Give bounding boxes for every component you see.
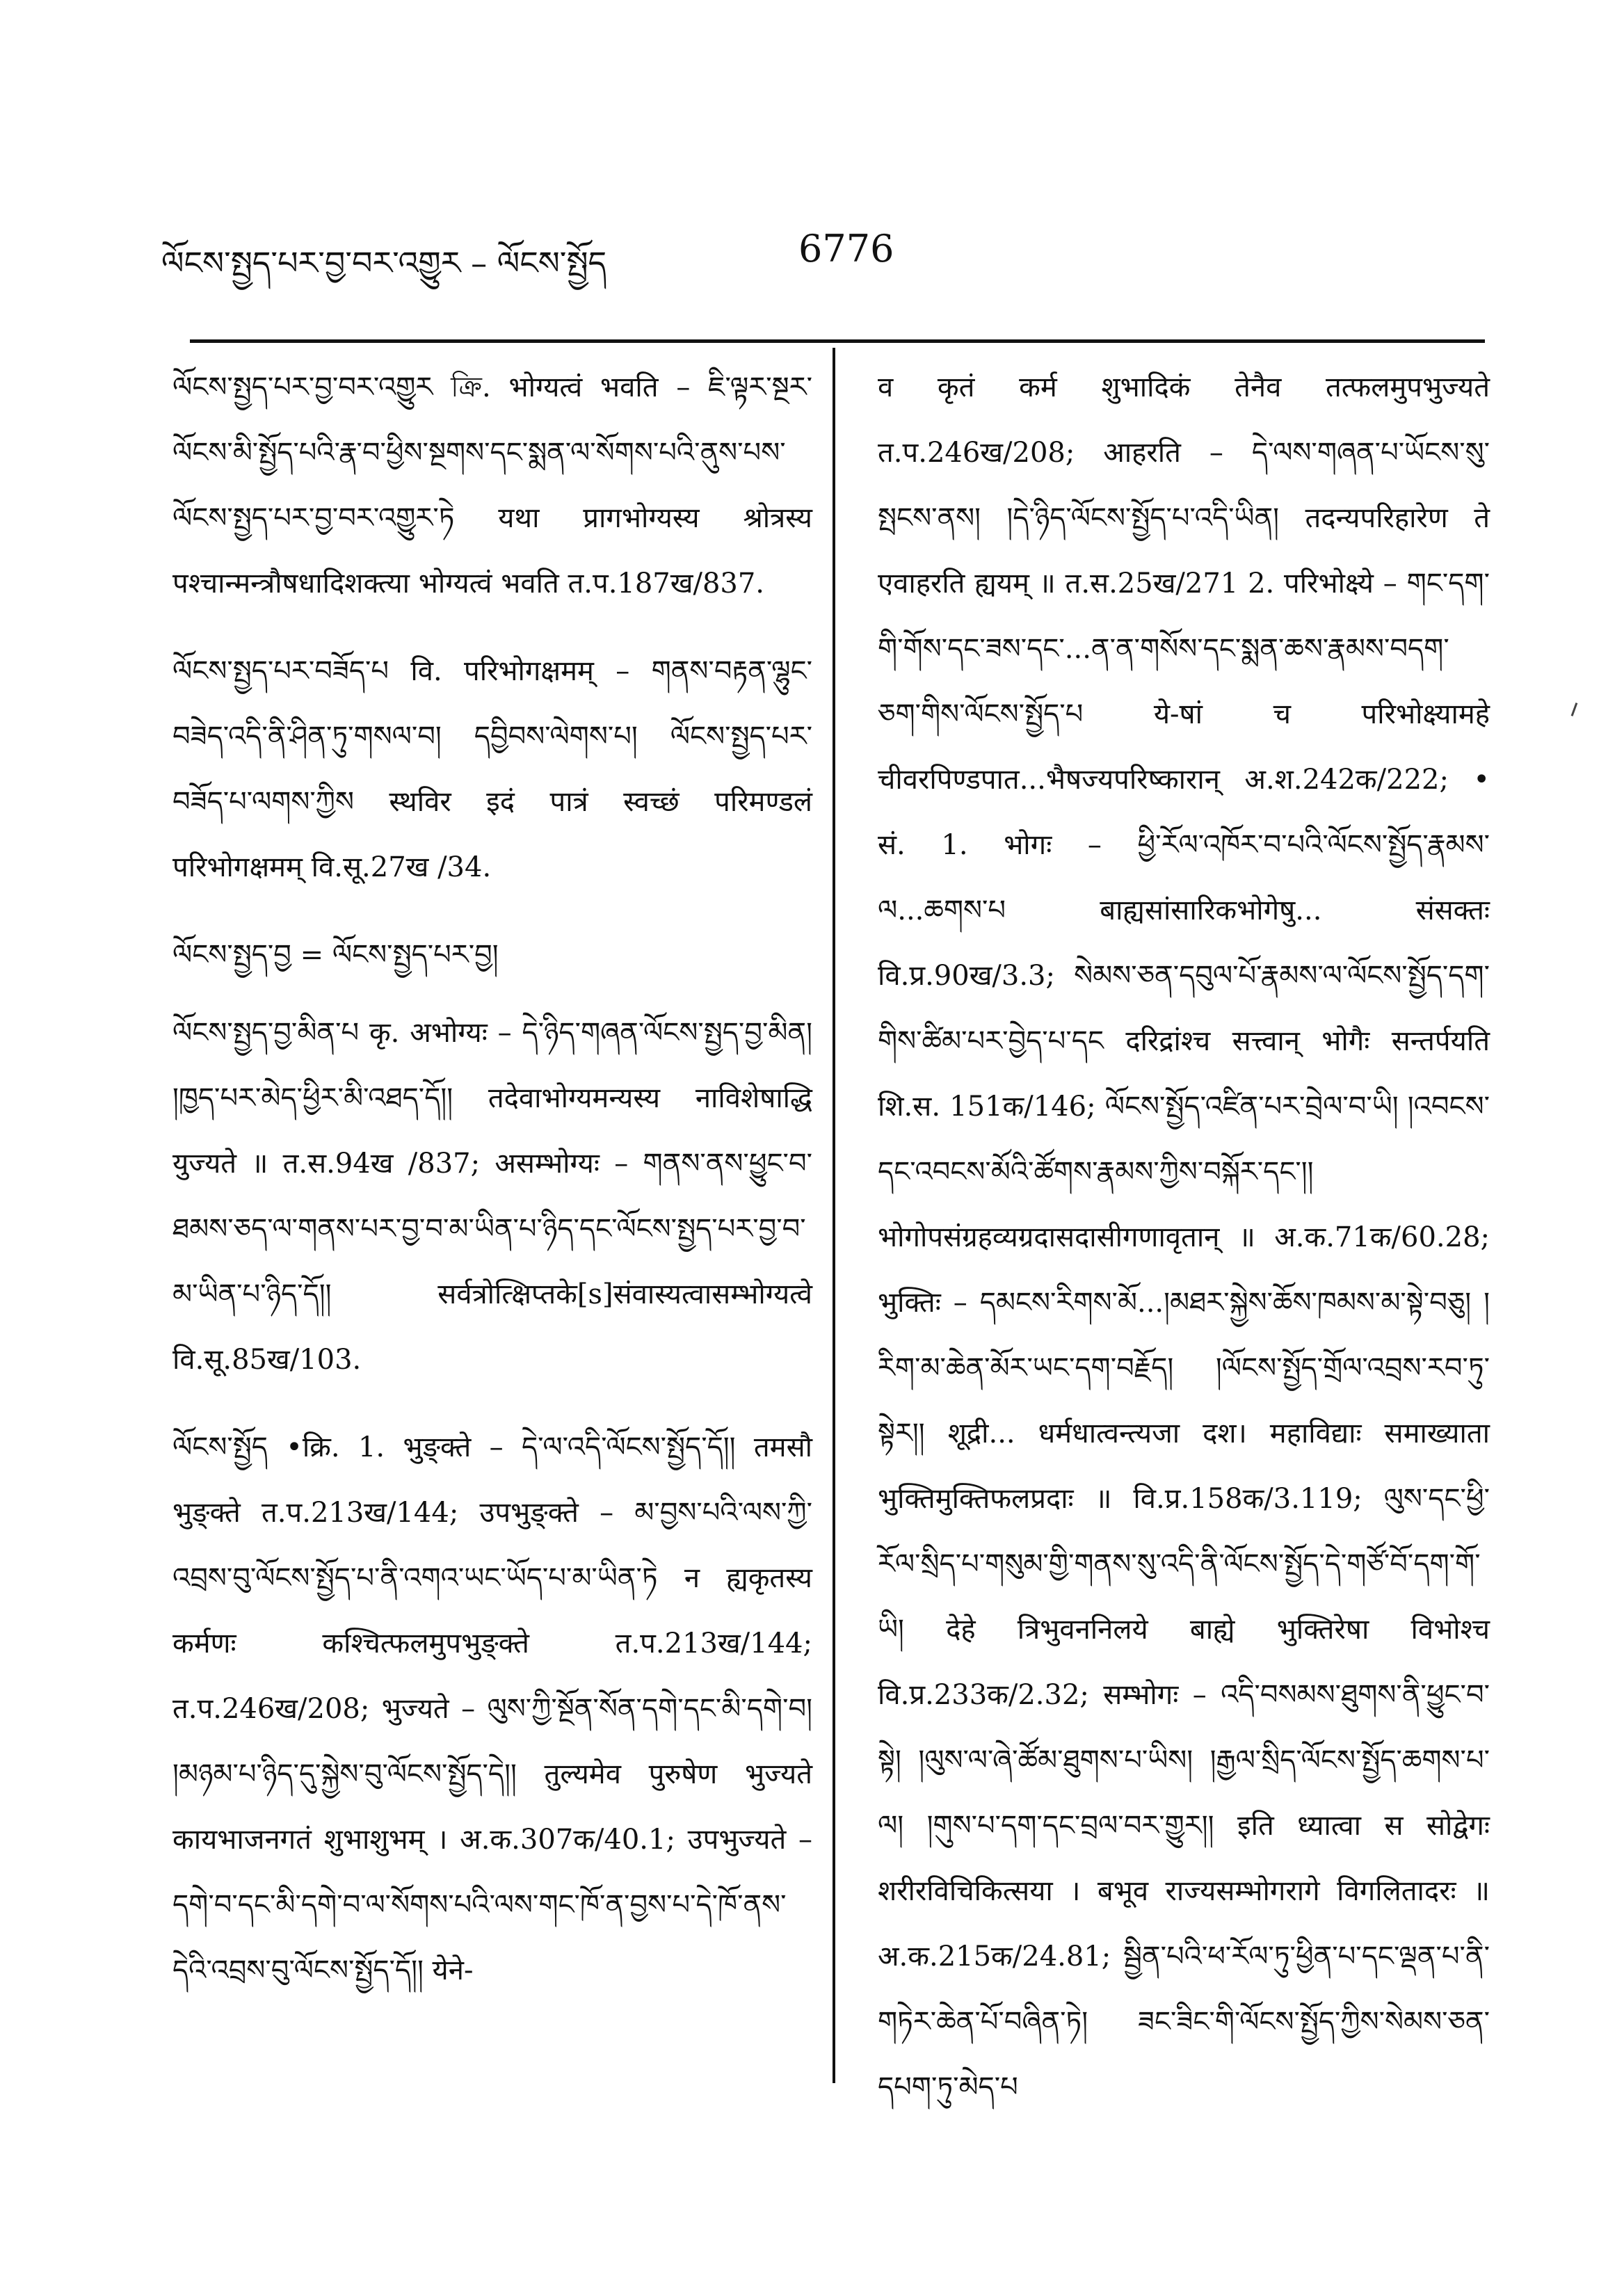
page-number: 6776 <box>798 227 894 271</box>
right-column <box>878 355 1490 2142</box>
dictionary-entry: ལོངས་སྤྱད་པར་བྱ་བར་འགྱུར ক্রি. भोग्यत्वं भवति – ཇི་ལྟར་སྔར་ལོངས་མི་སྤྱོད་པའི་རྣ་བ་ཕྱིས་སྔགས་དང་སྨན་ལ་སོགས་པའི་ནུས་པས་ལོངས་སྤྱད་པར་བྱ་བར་འགྱུར་ཏེ यथा प्रागभोग्यस्य श्रोत्रस्य पश्चान्मन्त्रौषधादिशक्त्या भोग्यत्वं भवति त.प.187ख/837. <box>172 371 812 600</box>
dictionary-entry: ལོངས་སྤྱད་བྱ་མིན་པ कृ. अभोग्यः – དེ་ཉིད་གཞན་ལོངས་སྤྱད་བྱ་མིན། །ཁྱད་པར་མེད་ཕྱིར་མི་འཐད་དོ།། तदेवाभोग्यमन्यस्य नाविशेषाद्धि युज्यते ॥ त.स.94ख /837; असम्भोग्यः – གནས་ནས་ཕྱུང་བ་ཐམས་ཅད་ལ་གནས་པར་བྱ་བ་མ་ཡིན་པ་ཉིད་དང་ལོངས་སྤྱད་པར་བྱ་བ་མ་ཡིན་པ་ཉིད་དོ།། सर्वत्रोत्क्षिप्तके[s]संवास्यत्वासम्भोग्यत्वे वि.सू.85ख/103. <box>172 1017 812 1376</box>
dictionary-entry: ལོངས་སྤྱད་པར་བཟོད་པ वि. परिभोगक्षमम् – གནས་བརྟན་ལྷུང་བཟེད་འདི་ནི་ཤིན་ཏུ་གསལ་བ། དབྱིབས་ལེགས་པ། ལོངས་སྤྱད་པར་བཟོད་པ་ལགས་ཀྱིས स्थविर इदं पात्रं स्वच्छं परिमण्डलं परिभोगक्षमम् वि.सू.27ख /34. <box>172 655 812 883</box>
dictionary-entry: व कृतं कर्म शुभादिकं तेनैव तत्फलमुपभुज्यते त.प.246ख/208; आहरति – དེ་ལས་གཞན་པ་ཡོངས་སུ་སྤངས་ནས། །དེ་ཉིད་ལོངས་སྤྱོད་པ་འདི་ཡིན། तदन्यपरिहारेण ते एवाहरति ह्ययम् ॥ त.स.25ख/271 2. परिभोक्ष्ये – གང་དག་གི་གོས་དང་ཟས་དང་...ན་ན་གསོས་དང་སྨན་ཆས་རྣམས་བདག་ཅག་གིས་ལོངས་སྤྱོད་པ ये-षां च परिभोक्ष्यामहे चीवरपिण्डपात...भैषज्यपरिष्कारान् अ.श.242क/222; • सं. 1. भोगः – ཕྱི་རོལ་འཁོར་བ་པའི་ལོངས་སྤྱོད་རྣམས་ལ...ཆགས་པ बाह्यसांसारिकभोगेषु... संसक्तः वि.प्र.90ख/3.3; སེམས་ཅན་དབུལ་པོ་རྣམས་ལ་ལོངས་སྤྱོད་དག་གིས་ཚིམ་པར་བྱེད་པ་དང दरिद्रांश्च सत्त्वान् भोगैः सन्तर्पयति शि.स. 151क/146; ལོངས་སྤྱོད་འཛིན་པར་བྲེལ་བ་ཡི། །འབངས་དང་འབངས་མོའི་ཚོགས་རྣམས་ཀྱིས་བསྐོར་དང་།། भोगोपसंग्रहव्यग्रदासदासीगणावृतान् ॥ अ.क.71क/60.28; भुक्तिः – དམངས་རིགས་མོ...།མཐར་སྐྱེས་ཆོས་ཁམས་མ་སྟེ་བཅུ། །རིག་མ་ཆེན་མོར་ཡང་དག་བརྗོད། །ལོངས་སྤྱོད་གྲོལ་འབྲས་རབ་ཏུ་སྟེར།། शूद्री... धर्मधात्वन्त्यजा दश। महाविद्याः समाख्याता भुक्तिमुक्तिफलप्रदाः ॥ वि.प्र.158क/3.119; ལུས་དང་ཕྱི་རོལ་སྲིད་པ་གསུམ་གྱི་གནས་སུ་འདི་ནི་ལོངས་སྤྱོད་དེ་གཙོ་བོ་དག་གོ་ཡི། देहे त्रिभुवननिलये बाह्ये भुक्तिरेषा विभोश्च वि.प्र.233क/2.32; सम्भोगः – འདི་བསམས་ཐུགས་ནི་ཕྱུང་བ་སྟེ། །ལུས་ལ་ཞེ་ཚོམ་ཐུགས་པ་ཡིས། །རྒྱལ་སྲིད་ལོངས་སྤྱོད་ཆགས་པ་ལ། །གུས་པ་དག་དང་བྲལ་བར་གྱུར།། इति ध्यात्वा स सोद्वेगः शरीरविचिकित्सया । बभूव राज्यसम्भोगरागे विगलितादरः ॥ अ.क.215क/24.81; སྦྱིན་པའི་ཕ་རོལ་ཏུ་ཕྱིན་པ་དང་ལྡན་པ་ནི་གཏེར་ཆེན་པོ་བཞིན་ཏེ། ཟང་ཟིང་གི་ལོངས་སྤྱོད་ཀྱིས་སེམས་ཅན་དཔག་ཏུ་མེད་པ <box>878 371 1490 2103</box>
left-column <box>172 355 812 2025</box>
header-rule <box>190 339 1485 343</box>
dictionary-entry: ལོངས་སྤྱད་བྱ = ལོངས་སྤྱད་པར་བྱ། <box>172 939 499 971</box>
running-head-headwords: ལོངས་སྤྱད་པར་བྱ་བར་འགྱུར – ལོངས་སྤྱོད <box>161 244 607 282</box>
margin-mark <box>1571 702 1578 716</box>
column-divider <box>833 348 835 2083</box>
dictionary-entry: ལོངས་སྤྱོད •क्रि. 1. भुङ्क्ते – དེ་ལ་འདི་ལོངས་སྤྱོད་དོ།། तमसौ भुङ्क्ते त.प.213ख/144; उपभुङ्क्ते – མ་བྱས་པའི་ལས་ཀྱི་འབྲས་བུ་ལོངས་སྤྱོད་པ་ནི་འགའ་ཡང་ཡོད་པ་མ་ཡིན་ཏེ न ह्यकृतस्य कर्मणः कश्चित्फलमुपभुङ्क्ते त.प.213ख/144; त.प.246ख/208; भुज्यते – ལུས་ཀྱི་སྔོན་སོན་དགེ་དང་མི་དགེ་བ། །མཉམ་པ་ཉིད་དུ་སྐྱེས་བུ་ལོངས་སྤྱོད་དེ།། तुल्यमेव पुरुषेण भुज्यते कायभाजनगतं शुभाशुभम् । अ.क.307क/40.1; उपभुज्यते – དགེ་བ་དང་མི་དགེ་བ་ལ་སོགས་པའི་ལས་གང་ཁོ་ན་བྱས་པ་དེ་ཁོ་ནས་དེའི་འབྲས་བུ་ལོངས་སྤྱོད་དོ།། येने- <box>172 1431 812 1986</box>
